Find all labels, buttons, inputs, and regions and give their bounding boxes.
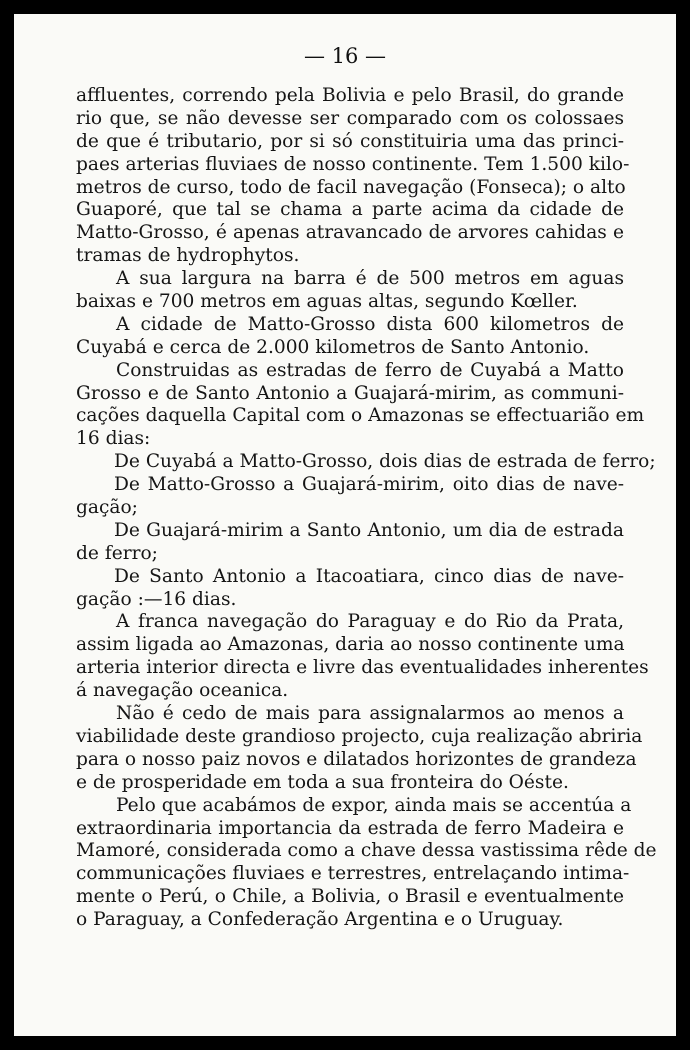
- text-line: e de prosperidade em toda a sua fronteira do Oéste.: [76, 771, 569, 793]
- text-line: cações daquella Capital com o Amazonas se effectuarião em: [76, 405, 645, 427]
- text-line: metros de curso, todo de facil navegação (Fonseca); o alto: [76, 176, 626, 198]
- text-line: De Guajará-mirim a Santo Antonio, um dia de estrada: [114, 519, 624, 541]
- text-line: assim ligada ao Amazonas, daria ao nosso continente uma: [76, 634, 625, 656]
- text-line: Construidas as estradas de ferro de Cuyabá a Matto: [116, 359, 624, 381]
- text-line: viabilidade deste grandioso projecto, cuja realização abriria: [76, 725, 643, 747]
- text-line: A franca navegação do Paraguay e do Rio da Prata,: [116, 611, 624, 633]
- text-line: Não é cedo de mais para assignalarmos ao menos a: [116, 703, 624, 725]
- text-line: A cidade de Matto-Grosso dista 600 kilometros de: [116, 313, 624, 335]
- text-line: rio que, se não devesse ser comparado com os colossaes: [76, 107, 624, 129]
- text-line: baixas e 700 metros em aguas altas, segundo Kœller.: [76, 291, 578, 313]
- text-line: arteria interior directa e livre das eventualidades inherentes: [76, 657, 649, 679]
- page-number: — 16 —: [303, 44, 387, 68]
- text-line: communicações fluviaes e terrestres, entrelaçando intima-: [76, 863, 630, 885]
- text-line: o Paraguay, a Confederação Argentina e o Uruguay.: [76, 909, 564, 931]
- text-line: affluentes, correndo pela Bolivia e pelo Brasil, do grande: [76, 85, 624, 106]
- text-line: de ferro;: [76, 542, 158, 564]
- text-line: Mamoré, considerada como a chave dessa vastissima rêde de: [76, 840, 657, 862]
- body-text: [76, 85, 657, 932]
- text-line: De Matto-Grosso a Guajará-mirim, oito dias de nave-: [114, 474, 624, 496]
- text-line: Guaporé, que tal se chama a parte acima da cidade de: [76, 199, 624, 221]
- text-line: extraordinaria importancia da estrada de ferro Madeira e: [76, 817, 624, 839]
- text-line: Matto-Grosso, é apenas atravancado de arvores cahidas e: [76, 222, 624, 244]
- text-line: gação :—16 dias.: [76, 588, 237, 610]
- text-line: De Cuyabá a Matto-Grosso, dois dias de estrada de ferro;: [114, 451, 656, 473]
- text-line: Pelo que acabámos de expor, ainda mais se accentúa a: [116, 794, 632, 816]
- text-line: á navegação oceanica.: [76, 680, 289, 702]
- text-line: gação;: [76, 497, 138, 519]
- text-line: A sua largura na barra é de 500 metros em aguas: [116, 268, 624, 290]
- text-line: Cuyabá e cerca de 2.000 kilometros de Santo Antonio.: [76, 336, 590, 358]
- text-line: de que é tributario, por si só constituiria uma das princi-: [76, 130, 624, 152]
- text-line: Grosso e de Santo Antonio a Guajará-mirim, as communi-: [76, 382, 624, 404]
- book-page: [14, 14, 676, 1036]
- text-line: para o nosso paiz novos e dilatados horizontes de grandeza: [76, 748, 637, 770]
- text-line: De Santo Antonio a Itacoatiara, cinco dias de nave-: [114, 565, 624, 587]
- text-line: tramas de hydrophytos.: [76, 245, 300, 267]
- text-line: 16 dias:: [76, 428, 151, 450]
- text-line: mente o Perú, o Chile, a Bolivia, o Brasil e eventualmente: [76, 886, 624, 908]
- text-line: paes arterias fluviaes de nosso continente. Tem 1.500 kilo-: [76, 153, 630, 175]
